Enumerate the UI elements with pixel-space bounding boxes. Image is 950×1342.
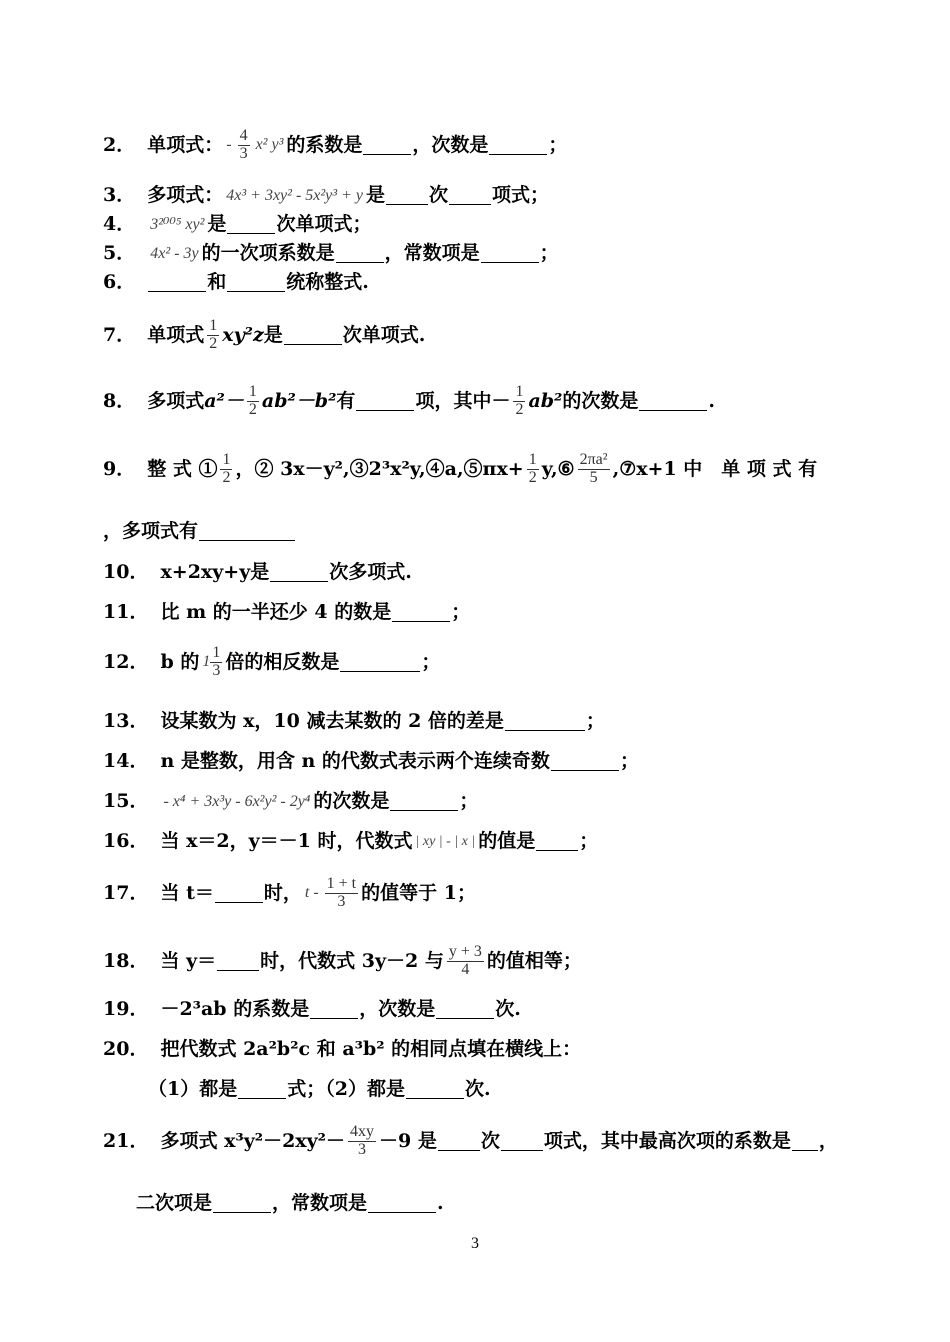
- question-text: 次单项式；: [276, 213, 372, 235]
- question-13: [103, 712, 890, 731]
- question-text: 的次数是: [313, 790, 390, 812]
- denominator: 3: [239, 144, 248, 162]
- answer-blank[interactable]: [505, 712, 585, 731]
- question-text: 时，: [263, 881, 302, 904]
- question-text: 次: [480, 1129, 500, 1152]
- question-number: 16．: [103, 830, 149, 852]
- math-expression: t -: [304, 884, 319, 902]
- numerator: 1: [209, 317, 218, 334]
- question-text: 次: [428, 184, 448, 206]
- answer-blank[interactable]: [390, 792, 458, 811]
- question-5: [103, 244, 890, 263]
- fraction: [513, 384, 525, 419]
- math-expression: 4x² - 3y: [150, 244, 199, 262]
- answer-blank[interactable]: [449, 186, 491, 205]
- question-text: y,⑥: [541, 457, 575, 480]
- question-text: n 是整数，用含 n 的代数式表示两个连续奇数: [160, 750, 550, 772]
- math-expression: x² y³: [255, 136, 284, 154]
- answer-blank[interactable]: [536, 832, 578, 851]
- fraction: [325, 876, 358, 911]
- question-9-continued: [103, 522, 890, 541]
- question-text: .: [708, 389, 716, 412]
- question-text: 多项式: [147, 389, 205, 412]
- question-text: 是: [263, 323, 283, 346]
- fraction: [447, 944, 484, 979]
- answer-blank[interactable]: [270, 563, 328, 582]
- question-text: 多项式：: [147, 184, 224, 206]
- question-text: 把代数式 2a²b²c 和 a³b² 的相同点填在横线上：: [160, 1038, 582, 1060]
- answer-blank[interactable]: [227, 215, 275, 234]
- question-number: 3．: [103, 184, 136, 206]
- question-text: ，次数是: [412, 133, 489, 156]
- question-text: 式；（2）都是: [287, 1078, 405, 1100]
- answer-blank[interactable]: [406, 1080, 464, 1099]
- answer-blank[interactable]: [481, 244, 539, 263]
- question-20-parts: [148, 1080, 890, 1099]
- answer-blank[interactable]: [438, 1132, 480, 1151]
- question-text: 项，其中－: [415, 389, 511, 412]
- question-text: 二次项是: [136, 1192, 213, 1214]
- question-text: 是: [250, 561, 270, 583]
- numerator: 1: [515, 383, 524, 400]
- question-text: 当 t＝: [160, 881, 214, 904]
- question-text: 次单项式.: [342, 323, 426, 346]
- question-text: 次.: [495, 998, 521, 1020]
- answer-blank[interactable]: [436, 1000, 494, 1019]
- question-number: 11．: [103, 601, 149, 623]
- answer-blank[interactable]: [336, 244, 384, 263]
- answer-blank[interactable]: [501, 1132, 543, 1151]
- answer-blank[interactable]: [489, 136, 547, 155]
- math-expression: | xy | - | x |: [415, 833, 476, 849]
- numerator: 4: [239, 127, 248, 144]
- question-text: 的值等于 1；: [361, 881, 476, 904]
- question-number: 21．: [103, 1129, 149, 1152]
- question-text: ，常数项是: [272, 1192, 368, 1214]
- answer-blank[interactable]: [368, 1194, 436, 1213]
- question-20: [103, 1040, 890, 1059]
- question-text: 整 式 ①: [147, 457, 218, 480]
- answer-blank[interactable]: [148, 273, 206, 292]
- question-text: 次.: [464, 1078, 491, 1100]
- question-12: [103, 645, 890, 680]
- question-number: 14．: [103, 750, 149, 772]
- question-number: 2．: [103, 133, 136, 156]
- question-text: 比 m 的一半还少 4 的数是: [160, 601, 392, 623]
- answer-blank[interactable]: [238, 1080, 286, 1099]
- question-text: ；: [579, 830, 599, 852]
- question-text: （1）都是: [148, 1078, 238, 1100]
- question-text: ；: [548, 133, 568, 156]
- question-text: 时，代数式 3y－2 与: [260, 949, 444, 972]
- question-text: 的值相等；: [486, 949, 582, 972]
- question-9: [103, 452, 890, 487]
- answer-blank[interactable]: [199, 522, 295, 541]
- question-number: 13．: [103, 710, 149, 732]
- question-text: ，: [818, 1129, 838, 1152]
- fraction: [220, 452, 232, 487]
- question-text: 有: [336, 389, 356, 412]
- question-text: ；: [451, 601, 471, 623]
- question-6: [103, 273, 890, 292]
- question-number: 12．: [103, 650, 149, 673]
- question-14: [103, 752, 890, 771]
- numerator: 1: [528, 451, 537, 468]
- question-number: 9．: [103, 457, 136, 480]
- question-text: 项式，其中最高次项的系数是: [543, 1129, 791, 1152]
- question-16: [103, 832, 890, 851]
- question-15: [103, 792, 890, 811]
- question-text: 当 x＝2，y＝－1 时，代数式: [160, 830, 413, 852]
- question-number: 6．: [103, 271, 136, 293]
- question-text: ；: [585, 710, 605, 732]
- question-text: 多项式 x³y²－2xy²－: [160, 1129, 345, 1152]
- fraction: [527, 452, 539, 487]
- question-number: 17．: [103, 881, 149, 904]
- question-number: 19．: [103, 998, 149, 1020]
- question-text: ,⑦x+1 中 单 项 式 有: [612, 457, 818, 480]
- answer-blank[interactable]: [356, 392, 414, 411]
- math-expression: ab²－b²: [261, 389, 337, 412]
- question-19: [103, 1000, 890, 1019]
- denominator: 5: [589, 468, 598, 486]
- question-text: 统称整式.: [286, 271, 369, 293]
- question-2: [103, 128, 890, 163]
- denominator: 3: [212, 661, 221, 679]
- question-text: 设某数为 x，10 减去某数的 2 倍的差是: [160, 710, 504, 732]
- answer-blank[interactable]: [392, 603, 450, 622]
- question-text: b 的: [160, 650, 200, 673]
- question-text: 倍的相反数是: [225, 650, 340, 673]
- question-text: 的一次项系数是: [201, 242, 335, 264]
- math-expression: - x⁴ + 3x³y - 6x²y² - 2y⁴: [163, 792, 311, 810]
- question-number: 5．: [103, 242, 136, 264]
- question-text: 单项式: [147, 323, 205, 346]
- question-7: [103, 318, 890, 353]
- math-expression: 1: [202, 653, 211, 671]
- question-text: ，多项式有: [103, 520, 199, 542]
- question-text: 次多项式.: [329, 561, 412, 583]
- answer-blank[interactable]: [310, 1000, 358, 1019]
- numerator: 1: [212, 644, 221, 661]
- math-expression: xy²z: [222, 323, 264, 346]
- question-number: 7．: [103, 323, 136, 346]
- question-3: [103, 186, 890, 205]
- fraction: [348, 1124, 376, 1159]
- answer-blank[interactable]: [792, 1132, 818, 1151]
- question-number: 10．: [103, 561, 149, 583]
- question-text: ；: [619, 750, 639, 772]
- question-text: 当 y＝: [160, 949, 217, 972]
- question-10: [103, 563, 890, 582]
- question-text: ；: [459, 790, 479, 812]
- question-text: ；: [421, 650, 441, 673]
- numerator: 1 + t: [326, 875, 357, 892]
- question-17: [103, 876, 890, 911]
- fraction: [210, 645, 222, 680]
- question-number: 18．: [103, 949, 149, 972]
- math-expression: x+2xy+y: [160, 561, 251, 583]
- question-text: 是: [365, 184, 385, 206]
- question-text: 单项式：: [147, 133, 224, 156]
- question-21: [103, 1124, 890, 1159]
- question-text: ；: [539, 242, 559, 264]
- numerator: 1: [248, 383, 257, 400]
- question-number: 15．: [103, 790, 149, 812]
- fraction: [578, 452, 610, 487]
- math-expression: ab²: [528, 389, 563, 412]
- question-8: [103, 384, 890, 419]
- numerator: 1: [222, 451, 231, 468]
- question-text: 的值是: [478, 830, 536, 852]
- question-text: 的次数是: [562, 389, 639, 412]
- question-text: 是: [207, 213, 227, 235]
- question-21-continued: [136, 1194, 890, 1213]
- fraction: [238, 128, 250, 163]
- question-text: －2³ab 的系数是: [160, 998, 310, 1020]
- question-18: [103, 944, 890, 979]
- math-expression: a²－: [204, 389, 244, 412]
- denominator: 3: [337, 892, 346, 910]
- numerator: 4xy: [350, 1123, 374, 1140]
- question-text: .: [437, 1192, 444, 1214]
- question-text: ，常数项是: [384, 242, 480, 264]
- answer-blank[interactable]: [639, 392, 707, 411]
- denominator: 2: [222, 468, 231, 486]
- denominator: 3: [358, 1140, 366, 1158]
- answer-blank[interactable]: [215, 884, 263, 903]
- question-11: [103, 603, 890, 622]
- question-text: －9 是: [379, 1129, 437, 1152]
- question-text: 项式；: [492, 184, 550, 206]
- answer-blank[interactable]: [227, 273, 285, 292]
- question-number: 4．: [103, 213, 136, 235]
- question-number: 8．: [103, 389, 136, 412]
- numerator: 2πa²: [579, 451, 608, 468]
- question-text: ，② 3x－y²,③2³x²y,④a,⑤πx+: [235, 457, 524, 480]
- math-expression: -: [226, 136, 232, 154]
- question-number: 20．: [103, 1038, 149, 1060]
- numerator: y + 3: [448, 943, 482, 960]
- answer-blank[interactable]: [363, 136, 411, 155]
- question-text: 的系数是: [286, 133, 363, 156]
- answer-blank[interactable]: [340, 653, 420, 672]
- question-4: [103, 215, 890, 234]
- denominator: 2: [248, 400, 257, 418]
- question-text: ，次数是: [359, 998, 436, 1020]
- math-expression: 4x³ + 3xy² - 5x²y³ + y: [226, 186, 363, 204]
- denominator: 2: [515, 400, 524, 418]
- answer-blank[interactable]: [284, 326, 342, 345]
- fraction: [207, 318, 219, 353]
- page-number: 3: [471, 1235, 479, 1252]
- question-text: 和: [207, 271, 227, 293]
- answer-blank[interactable]: [213, 1194, 271, 1213]
- math-expression: 3²⁰⁰⁵ xy²: [150, 215, 205, 233]
- denominator: 2: [528, 468, 537, 486]
- answer-blank[interactable]: [386, 186, 428, 205]
- fraction: [247, 384, 259, 419]
- denominator: 4: [461, 960, 470, 978]
- answer-blank[interactable]: [217, 952, 259, 971]
- answer-blank[interactable]: [551, 752, 619, 771]
- denominator: 2: [209, 334, 218, 352]
